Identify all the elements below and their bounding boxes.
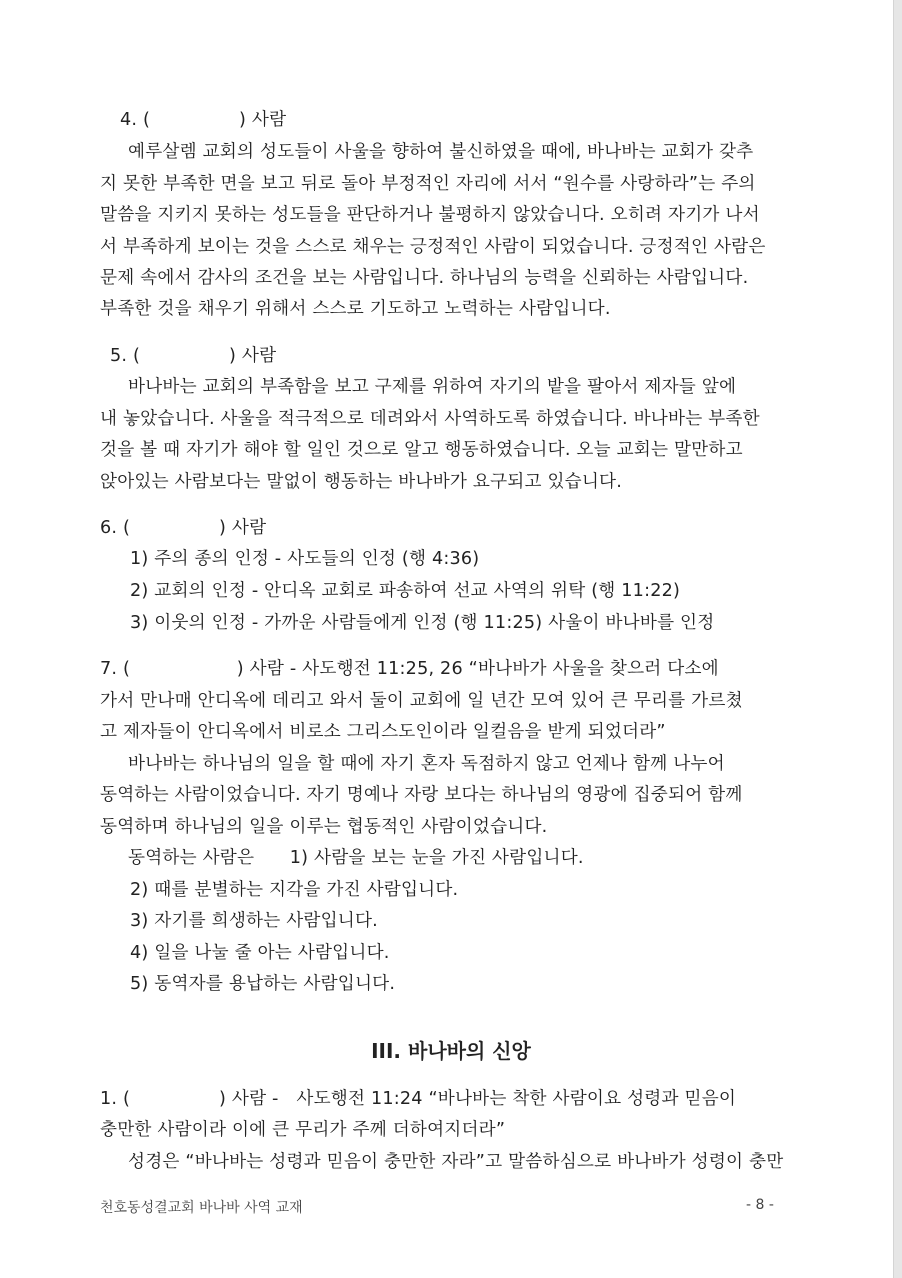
paragraph-line: 동역하는 사람이었습니다. 자기 명예나 자랑 보다는 하나님의 영광에 집중되어 함께 <box>100 785 743 805</box>
paragraph-line: 지 못한 부족한 면을 보고 뒤로 돌아 부정적인 자리에 서서 “원수를 사랑하라”는 주의 <box>100 174 756 194</box>
page-edge-line <box>893 0 894 1278</box>
paragraph-line: 내 놓았습니다. 사울을 적극적으로 데려와서 사역하도록 하였습니다. 바나바는 부족한 <box>100 409 760 429</box>
section-heading: III. 바나바의 신앙 <box>371 1039 531 1063</box>
paragraph-line: 가서 만나매 안디옥에 데리고 와서 둘이 교회에 일 년간 모여 있어 큰 무리를 가르쳤 <box>100 691 743 711</box>
list-item: 5) 동역자를 용납하는 사람입니다. <box>130 974 396 994</box>
footer-title: 천호동성결교회 바나바 사역 교재 <box>100 1200 303 1216</box>
paragraph-line: 성경은 “바나바는 성령과 믿음이 충만한 자라”고 말씀하심으로 바나바가 성령이 충만 <box>128 1152 784 1172</box>
paragraph-line: 바나바는 교회의 부족함을 보고 구제를 위하여 자기의 밭을 팔아서 제자들 앞에 <box>128 377 737 397</box>
paragraph-line: 고 제자들이 안디옥에서 비로소 그리스도인이라 일컬음을 받게 되었더라” <box>100 722 666 742</box>
item-6-heading: 6. ( ) 사람 <box>100 518 267 538</box>
list-item: 3) 이웃의 인정 - 가까운 사람들에게 인정 (행 11:25) 사울이 바나바를 인정 <box>130 613 715 633</box>
item-4-heading: 4. ( ) 사람 <box>120 110 287 130</box>
paragraph-line: 앉아있는 사람보다는 말없이 행동하는 바나바가 요구되고 있습니다. <box>100 472 623 492</box>
page-edge-shadow <box>894 0 902 1278</box>
paragraph-line: 동역하며 하나님의 일을 이루는 협동적인 사람이었습니다. <box>100 817 548 837</box>
item-7-heading: 7. ( ) 사람 - 사도행전 11:25, 26 “바나바가 사울을 찾으러 다소에 <box>100 659 719 679</box>
paragraph-line: 문제 속에서 감사의 조건을 보는 사람입니다. 하나님의 능력을 신뢰하는 사람입니다. <box>100 268 749 288</box>
list-item: 2) 교회의 인정 - 안디옥 교회로 파송하여 선교 사역의 위탁 (행 11:22) <box>130 581 681 601</box>
paragraph-line: 말씀을 지키지 못하는 성도들을 판단하거나 불평하지 않았습니다. 오히려 자기가 나서 <box>100 205 760 225</box>
paragraph-line: 충만한 사람이라 이에 큰 무리가 주께 더하여지더라” <box>100 1120 506 1140</box>
item-5-heading: 5. ( ) 사람 <box>110 346 277 366</box>
paragraph-line: 것을 볼 때 자기가 해야 할 일인 것으로 알고 행동하였습니다. 오늘 교회는 말만하고 <box>100 440 743 460</box>
list-intro: 동역하는 사람은 1) 사람을 보는 눈을 가진 사람입니다. <box>128 848 584 868</box>
list-item: 3) 자기를 희생하는 사람입니다. <box>130 911 378 931</box>
page-number: - 8 - <box>746 1197 774 1213</box>
paragraph-line: 예루살렘 교회의 성도들이 사울을 향하여 불신하였을 때에, 바나바는 교회가 갖추 <box>128 142 754 162</box>
paragraph-line: 바나바는 하나님의 일을 할 때에 자기 혼자 독점하지 않고 언제나 함께 나누어 <box>128 754 725 774</box>
list-item: 1) 주의 종의 인정 - 사도들의 인정 (행 4:36) <box>130 549 480 569</box>
paragraph-line: 서 부족하게 보이는 것을 스스로 채우는 긍정적인 사람이 되었습니다. 긍정적인 사람은 <box>100 237 766 257</box>
item-1-heading: 1. ( ) 사람 - 사도행전 11:24 “바나바는 착한 사람이요 성령과 믿음이 <box>100 1089 737 1109</box>
list-item: 2) 때를 분별하는 지각을 가진 사람입니다. <box>130 880 459 900</box>
paragraph-line: 부족한 것을 채우기 위해서 스스로 기도하고 노력하는 사람입니다. <box>100 299 611 319</box>
list-item: 4) 일을 나눌 줄 아는 사람입니다. <box>130 943 390 963</box>
